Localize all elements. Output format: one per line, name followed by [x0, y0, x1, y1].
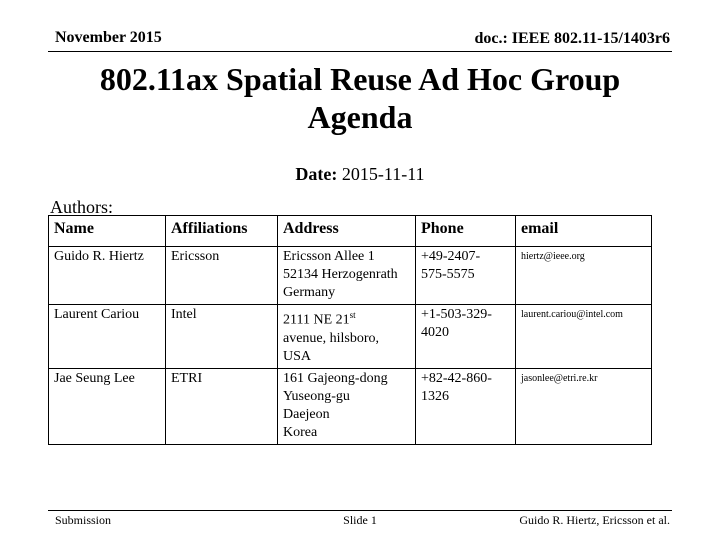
table-row [49, 305, 652, 369]
address-line: Germany [283, 285, 336, 300]
authors-label: Authors: [50, 197, 113, 217]
author-name: Jae Seung Lee [49, 368, 166, 444]
slide-title [0, 60, 720, 136]
author-affiliation: Intel [166, 305, 278, 369]
title-line-2: Agenda [307, 99, 413, 135]
header-email: email [516, 216, 652, 247]
date-line [0, 164, 720, 185]
author-affiliation: ETRI [166, 368, 278, 444]
author-phone [416, 247, 516, 305]
author-email: laurent.cariou@intel.com [516, 305, 652, 369]
address-line: Yuseong-gu [283, 388, 350, 404]
author-affiliation: Ericsson [166, 247, 278, 305]
address-line-text: 2111 NE 21 [283, 312, 350, 328]
footer-rule [48, 510, 672, 511]
date-value: 2015-11-11 [337, 164, 425, 184]
header-address: Address [278, 216, 416, 247]
address-ordinal-suffix: st [349, 310, 356, 320]
header-name: Name [49, 216, 166, 247]
author-phone [416, 368, 516, 444]
phone-line: +1-503-329- [421, 307, 492, 322]
phone-line: +82-42-860- [421, 370, 492, 386]
author-phone [416, 305, 516, 369]
header-date: November 2015 [55, 29, 162, 46]
header-affiliations: Affiliations [166, 216, 278, 247]
address-line: Korea [283, 424, 318, 440]
address-line: Ericsson Allee 1 [283, 249, 375, 264]
title-line-1: 802.11ax Spatial Reuse Ad Hoc Group [99, 61, 621, 97]
header-rule [48, 51, 672, 52]
footer-submission: Submission [55, 513, 112, 527]
author-address [278, 368, 416, 444]
header-doc-id: doc.: IEEE 802.11-15/1403r6 [474, 30, 670, 47]
phone-line: 4020 [421, 325, 449, 340]
author-address [278, 305, 416, 369]
address-line: Daejeon [283, 406, 330, 422]
author-name: Guido R. Hiertz [49, 247, 166, 305]
header-phone: Phone [416, 216, 516, 247]
table-header-row [49, 216, 652, 247]
footer-slide-number: Slide 1 [343, 513, 377, 527]
address-line: 52134 Herzogenrath [283, 267, 398, 282]
phone-line: 1326 [421, 388, 449, 404]
date-label: Date: [295, 164, 338, 184]
address-line: avenue, hilsboro, [283, 330, 380, 346]
authors-table [48, 215, 652, 445]
footer-author: Guido R. Hiertz, Ericsson et al. [519, 513, 670, 527]
table-row [49, 368, 652, 444]
author-name: Laurent Cariou [49, 305, 166, 369]
address-line [283, 306, 410, 330]
address-line: 161 Gajeong-dong [283, 370, 388, 386]
table-row [49, 247, 652, 305]
author-address [278, 247, 416, 305]
author-email: jasonlee@etri.re.kr [516, 368, 652, 444]
phone-line: 575-5575 [421, 267, 475, 282]
phone-line: +49-2407- [421, 249, 481, 264]
author-email: hiertz@ieee.org [516, 247, 652, 305]
address-line: USA [283, 348, 312, 364]
